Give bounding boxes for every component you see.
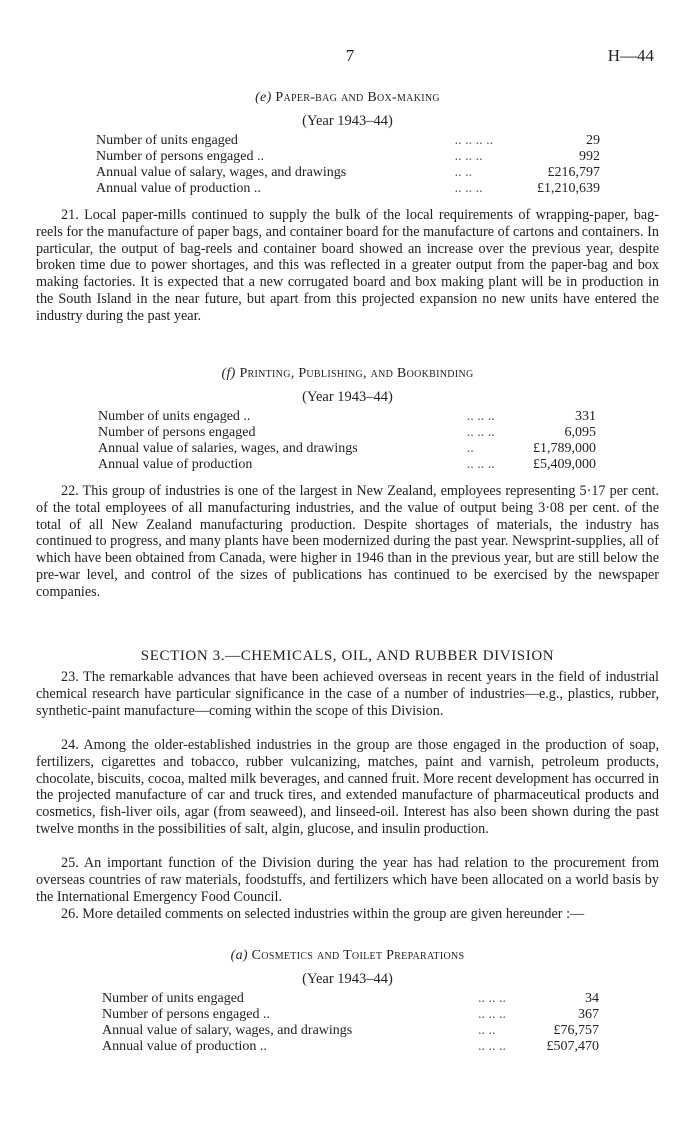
leader-dots: .. .. .. [478, 991, 507, 1006]
leader-dots: .. .. .. [478, 1039, 507, 1054]
paragraph-21: 21. Local paper-mills continued to supply the bulk of the local requirements of wrapping-paper, bag-reels for the manufacture of paper bags, and container board for the manufacture of cartons and containers. In particular, the output of bag-reels and container board showed an increase over the previous year, despite broken time due to power shortages, and this was reflected in a greater output from the paper-bag and box making factories. It is expected that a new corrugated board and box making plant will be in production in the South Island in the near future, but apart from this projected expansion no new units have entered the industry during the past year. [36, 207, 659, 324]
table-row [96, 133, 600, 149]
leader-dots: .. .. .. [466, 425, 495, 440]
table-row [98, 441, 596, 457]
stat-value: 992 [579, 149, 600, 164]
stat-value: 34 [585, 991, 599, 1006]
stat-label: Number of persons engaged [98, 425, 256, 440]
table-row [96, 181, 600, 197]
stat-label: Number of persons engaged .. [102, 1007, 270, 1022]
page-number: 7 [345, 46, 355, 65]
stat-value: 29 [586, 133, 600, 148]
leader-dots: .. [466, 441, 474, 456]
stat-label: Annual value of production [98, 457, 253, 472]
stat-label: Annual value of salary, wages, and drawings [96, 165, 347, 180]
leader-dots: .. .. .. [454, 181, 483, 196]
stat-label: Number of units engaged .. [98, 409, 251, 424]
paragraph-22: 22. This group of industries is one of the largest in New Zealand, employees representing 5·17 per cent. of the total employees of all manufacturing industries, and the value of output being 3·08 per cent. of the total of all New Zealand manufacturing production. Despite shortages of materials, the industry has continued to progress, and many plants have been modernized during the past year. Newsprint-supplies, all of which have been obtained from Canada, were higher in 1946 than in the previous year, but are still below the pre-war level, and control of the sizes of publications has continued to be exercised by the newspaper companies. [36, 483, 659, 600]
table-row [98, 409, 596, 425]
table-row [102, 991, 599, 1007]
section-a-heading [36, 948, 659, 964]
stat-value: 6,095 [564, 425, 596, 440]
section-f-heading [36, 366, 659, 382]
stat-value: £507,470 [546, 1039, 599, 1054]
stat-label: Annual value of salary, wages, and drawings [102, 1023, 353, 1038]
paragraph-23-container [36, 669, 659, 719]
paragraph-23: 23. The remarkable advances that have been achieved overseas in recent years in the field of industrial chemical research have particular significance in the case of a number of industries—e.g., plastics, rubber, synthetic-paint manufacture—coming within the scope of this Division. [36, 669, 659, 719]
leader-dots: .. .. .. [466, 409, 495, 424]
section-f-stats-table [98, 409, 596, 473]
stat-label: Number of units engaged [96, 133, 238, 148]
table-row [98, 457, 596, 473]
section-a-letter: (a) [230, 948, 248, 963]
section-a-title: Cosmetics and Toilet Preparations [251, 948, 465, 963]
leader-dots: .. .. .. .. [454, 133, 494, 148]
stat-value: £216,797 [547, 165, 600, 180]
paragraph-21-container [36, 207, 659, 325]
paragraph-24-container [36, 737, 659, 838]
paragraph-22-container [36, 483, 659, 601]
section-a-year: (Year 1943–44) [302, 971, 393, 987]
table-row [96, 149, 600, 165]
stat-label: Number of persons engaged .. [96, 149, 264, 164]
stat-value: 367 [578, 1007, 599, 1022]
paragraph-25-container [36, 855, 659, 905]
section-e-heading [36, 90, 659, 106]
section-e-stats-table [96, 133, 600, 197]
section-f-letter: (f) [221, 366, 236, 381]
table-row [98, 425, 596, 441]
stat-value: £5,409,000 [533, 457, 596, 472]
stat-value: £76,757 [553, 1023, 599, 1038]
document-reference: H—44 [607, 46, 654, 65]
table-row [102, 1039, 599, 1055]
stat-value: £1,210,639 [537, 181, 600, 196]
paragraph-25: 25. An important function of the Division during the year has had relation to the procurement from overseas countries of raw materials, foodstuffs, and fertilizers which have been allocated on a world basis by the International Emergency Food Council. [36, 855, 659, 905]
stat-value: 331 [575, 409, 596, 424]
paragraph-26-container [36, 906, 659, 923]
table-row [96, 165, 600, 181]
stat-label: Annual value of production .. [96, 181, 261, 196]
leader-dots: .. .. .. [478, 1007, 507, 1022]
section-a-stats-table [102, 991, 599, 1055]
stat-label: Annual value of salaries, wages, and drawings [98, 441, 358, 456]
table-row [102, 1007, 599, 1023]
leader-dots: .. .. .. [466, 457, 495, 472]
section-e-title: Paper-bag and Box-making [275, 90, 440, 105]
leader-dots: .. .. [454, 165, 473, 180]
leader-dots: .. .. [478, 1023, 496, 1038]
stat-label: Annual value of production .. [102, 1039, 267, 1054]
page-header [0, 46, 700, 70]
section-3-title: SECTION 3.—CHEMICALS, OIL, AND RUBBER DIVISION [140, 648, 555, 664]
table-row [102, 1023, 599, 1039]
stat-label: Number of units engaged [102, 991, 244, 1006]
paragraph-26: 26. More detailed comments on selected industries within the group are given hereunder :— [61, 906, 585, 922]
section-e-letter: (e) [255, 90, 272, 105]
section-f-year: (Year 1943–44) [302, 389, 393, 405]
stat-value: £1,789,000 [533, 441, 596, 456]
section-f-title: Printing, Publishing, and Bookbinding [239, 366, 474, 381]
leader-dots: .. .. .. [454, 149, 483, 164]
paragraph-24: 24. Among the older-established industries in the group are those engaged in the production of soap, fertilizers, cigarettes and tobacco, rubber vulcanizing, matches, paint and varnish, petroleum products, chocolate, biscuits, cocoa, malted milk beverages, and canned fruit. More recent development has occurred in the projected manufacture of car and truck tires, and extended manufacture of pharmaceutical products and cosmetics, fish-liver oils, agar (from seaweed), and linseed-oil. Interest has also been shown during the past twelve months in the possibilities of salt, algin, glucose, and insulin production. [36, 737, 659, 837]
section-e-year: (Year 1943–44) [302, 113, 393, 129]
